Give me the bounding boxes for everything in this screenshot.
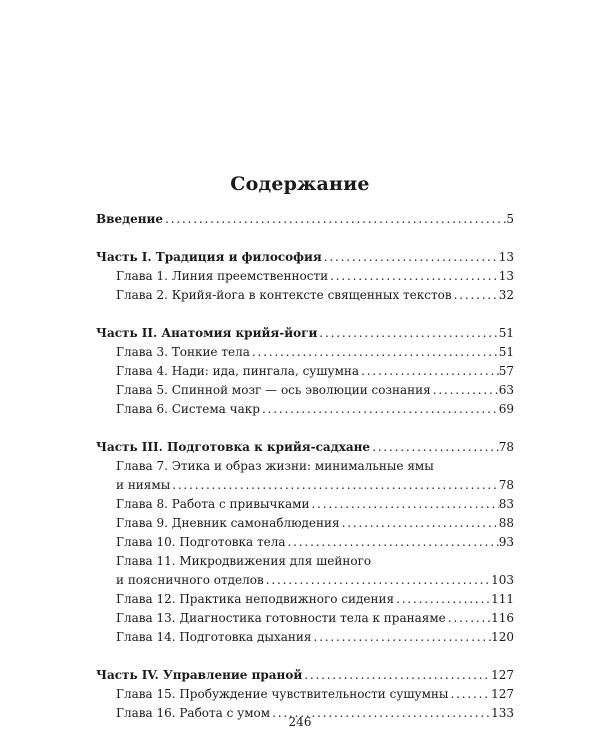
dot-leader: [302, 666, 491, 685]
toc-entry-label: Часть II. Анатомия крийя-йоги: [96, 326, 318, 340]
toc-part-3: [96, 438, 514, 457]
toc-entry-label: Часть III. Подготовка к крийя-садхане: [96, 440, 371, 454]
toc-page-number: 127: [491, 687, 514, 701]
dot-leader: [317, 324, 498, 343]
toc-entry-label: Глава 15. Пробуждение чувствительности сушумны: [116, 687, 449, 701]
toc-page-number: 88: [498, 516, 514, 530]
toc-page-number: 13: [498, 269, 514, 283]
toc-chapter-entry: [96, 267, 514, 286]
toc-chapter-entry: [96, 476, 514, 495]
toc-page-number: 57: [498, 364, 514, 378]
toc-page-number: 78: [498, 478, 514, 492]
dot-leader: [250, 343, 499, 362]
dot-leader: [370, 438, 499, 457]
dot-leader: [264, 571, 491, 590]
toc-chapter-title-line: Глава 11. Микродвижения для шейного: [116, 554, 372, 568]
toc-entry-label: Введение: [96, 212, 164, 226]
toc-chapter-entry: [96, 590, 514, 609]
toc-entry-label: Часть I. Традиция и философия: [96, 250, 322, 264]
toc-entry-label: Глава 1. Линия преемственности: [116, 269, 329, 283]
toc-chapter-entry: [96, 609, 514, 628]
dot-leader: [340, 514, 499, 533]
toc-page-number: 127: [491, 668, 514, 682]
toc-chapter-entry: [96, 533, 514, 552]
toc-page-number: 116: [491, 611, 514, 625]
dot-leader: [322, 248, 499, 267]
toc-chapter-entry: [96, 381, 514, 400]
toc-page-number: 69: [498, 402, 514, 416]
toc-chapter-entry: [96, 628, 514, 647]
toc-chapter-entry: [96, 495, 514, 514]
toc-entry-label: Глава 16. Работа с умом: [116, 706, 271, 720]
toc-page-number: 133: [491, 706, 514, 720]
dot-leader: [431, 381, 499, 400]
dot-leader: [163, 210, 506, 229]
toc-entry-label: Глава 2. Крийя-йога в контексте священных текстов: [116, 288, 452, 302]
section-gap: [96, 305, 514, 324]
toc-heading: Содержание: [230, 173, 370, 195]
toc-page-number: 63: [498, 383, 514, 397]
dot-leader: [359, 362, 499, 381]
toc-entry-label: Часть IV. Управление праной: [96, 668, 303, 682]
toc-entry-label: Глава 13. Диагностика готовности тела к пранаяме: [116, 611, 446, 625]
toc-chapter-entry: [96, 571, 514, 590]
toc-chapter-entry: [96, 685, 514, 704]
toc-page-number: 93: [498, 535, 514, 549]
dot-leader: [311, 628, 491, 647]
toc-page-number: 103: [491, 573, 514, 587]
toc-page-number: 120: [491, 630, 514, 644]
toc-page-number: 13: [498, 250, 514, 264]
section-gap: [96, 229, 514, 248]
toc-entry-label: Глава 12. Практика неподвижного сидения: [116, 592, 395, 606]
toc-chapter-entry: [96, 286, 514, 305]
toc-entry-label: Глава 8. Работа с привычками: [116, 497, 310, 511]
dot-leader: [309, 495, 498, 514]
toc-entry-label: Глава 4. Нади: ида, пингала, сушумна: [116, 364, 360, 378]
toc-entry-label: Глава 6. Система чакр: [116, 402, 260, 416]
dot-leader: [446, 609, 491, 628]
toc-page-number: 78: [498, 440, 514, 454]
dot-leader: [452, 286, 499, 305]
toc-chapter-entry: [96, 362, 514, 381]
section-gap: [96, 419, 514, 438]
toc-entry-label: Глава 3. Тонкие тела: [116, 345, 250, 359]
toc-entry-label: Глава 5. Спинной мозг — ось эволюции сознания: [116, 383, 431, 397]
toc-entry-label: и поясничного отделов: [116, 573, 264, 587]
dot-leader: [260, 400, 499, 419]
toc-part-1: [96, 248, 514, 267]
toc-parts: [96, 229, 514, 723]
dot-leader: [448, 685, 491, 704]
section-gap: [96, 647, 514, 666]
toc-page-number: 51: [498, 345, 514, 359]
dot-leader: [328, 267, 499, 286]
toc-entry-intro: [96, 210, 514, 229]
toc-page-number: 83: [498, 497, 514, 511]
table-of-contents: [96, 210, 514, 723]
page-number: 246: [288, 715, 312, 729]
toc-entry-label: Глава 10. Подготовка тела: [116, 535, 286, 549]
toc-chapter-entry: [96, 514, 514, 533]
toc-chapter-title-line: Глава 7. Этика и образ жизни: минимальные ямы: [116, 459, 434, 473]
toc-chapter-entry: [96, 343, 514, 362]
toc-entry-label: Глава 9. Дневник самонаблюдения: [116, 516, 340, 530]
toc-part-2: [96, 324, 514, 343]
toc-entry-label: Глава 14. Подготовка дыхания: [116, 630, 312, 644]
toc-page-number: 51: [498, 326, 514, 340]
dot-leader: [286, 533, 499, 552]
dot-leader: [394, 590, 491, 609]
toc-page-number: 111: [491, 592, 514, 606]
toc-chapter-entry: [96, 400, 514, 419]
toc-part-4: [96, 666, 514, 685]
toc-page-number: 32: [498, 288, 514, 302]
toc-page-number: 5: [506, 212, 514, 226]
toc-entry-label: и ниямы: [116, 478, 171, 492]
dot-leader: [170, 476, 498, 495]
